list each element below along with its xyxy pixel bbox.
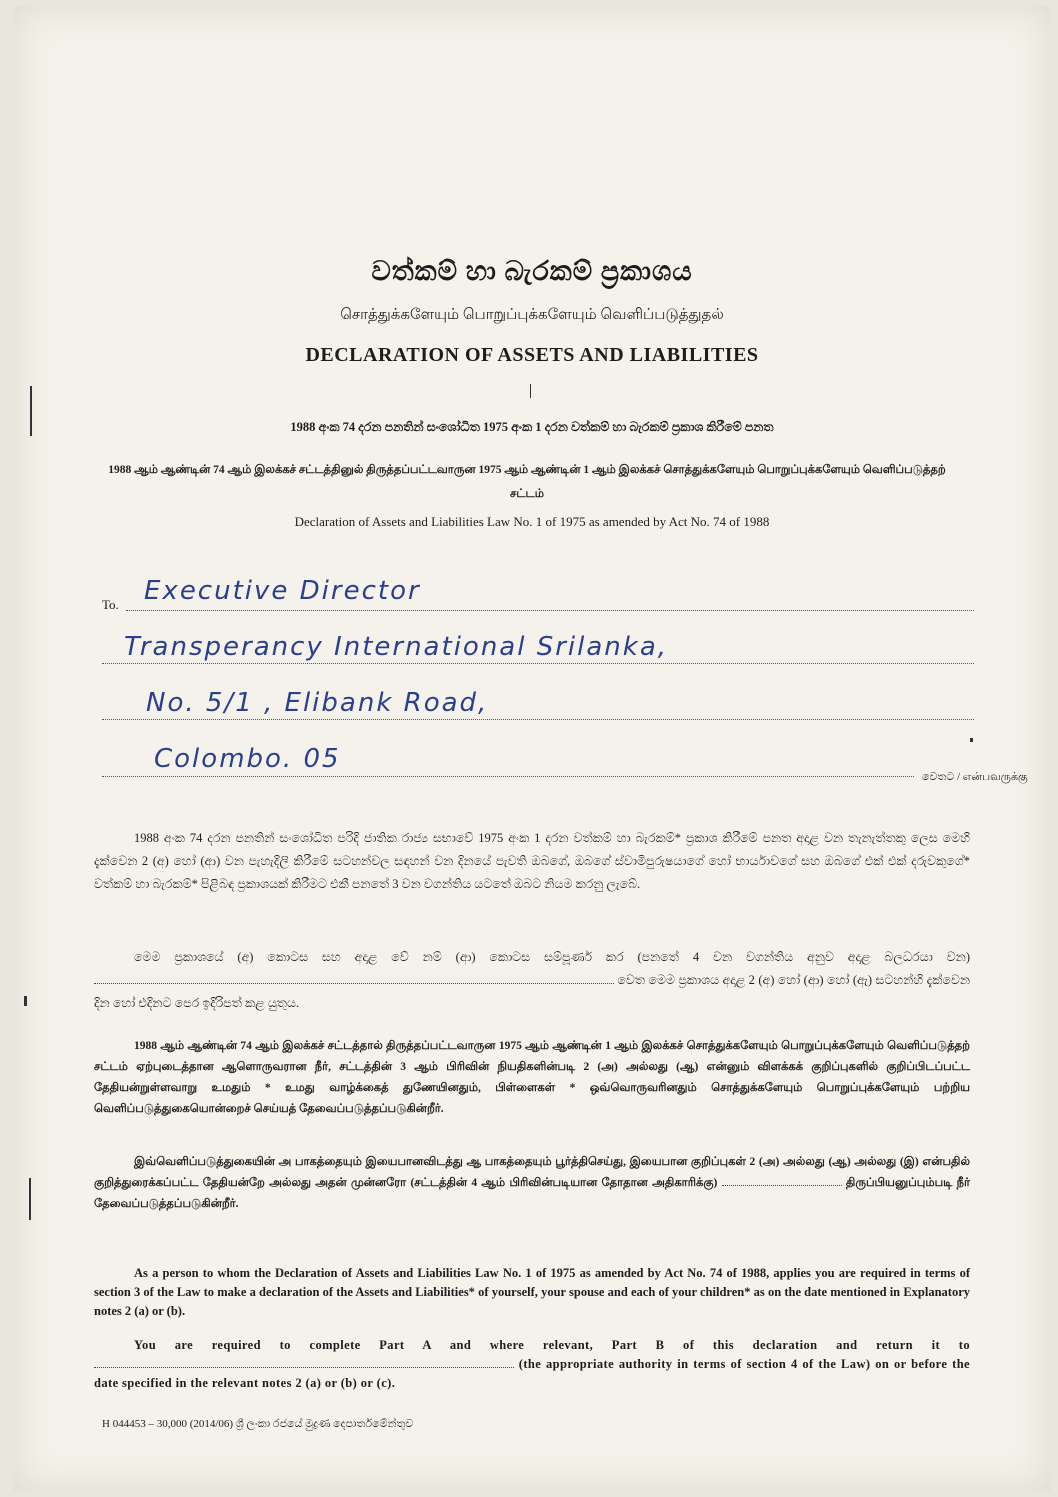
margin-mark <box>24 996 27 1006</box>
law-citation-sinhala: 1988 අංක 74 දරන පනතින් සංශෝධිත 1975 අංක 1 දරන වත්කම් හා බැරකම් ප්‍රකාශ කිරීමේ පනත <box>290 420 774 434</box>
handwritten-addressee-3: No. 5/1 , Elibank Road, <box>146 688 489 718</box>
address-line-3 <box>102 719 974 720</box>
paragraph-sinhala-2 <box>94 946 970 1015</box>
law-citation-tamil: 1988 ஆம் ஆண்டின் 74 ஆம் இலக்கச் சட்டத்தினுல் திருத்தப்பட்டவாருன 1975 ஆம் ஆண்டின் 1 ஆம் இலக்கச் சொத்துக்களேயும் பொறுப்புக்களேயும் வெளிப்படுத்தற் சட்டம் <box>108 464 946 500</box>
address-line-4 <box>102 776 914 777</box>
paragraph-english-1: As a person to whom the Declaration of Assets and Liabilities Law No. 1 of 1975 as amended by Act No. 74 of 1988, applies you are required in terms of section 3 of the Law to make a declaration of the Assets and Liabilities* of yourself, your spouse and each of your children* as on the date mentioned in Explanatory notes 2 (a) or (b). <box>94 1266 970 1318</box>
authority-blank-tamil <box>722 1175 842 1186</box>
paragraph-english-2-a: You are required to complete Part A and where relevant, Part B of this declaration and return it to <box>134 1338 970 1352</box>
addressee-suffix: වෙතට / என்பவருக்கு <box>922 771 1028 783</box>
paragraph-tamil-2 <box>94 1152 970 1215</box>
title-english: DECLARATION OF ASSETS AND LIABILITIES <box>305 344 759 366</box>
margin-mark <box>970 738 973 742</box>
print-reference: H 044453 – 30,000 (2014/06) ශ්‍රී ලංකා රජයේ මුද්‍රණ දෙපාර්තමේන්තුව <box>102 1418 414 1430</box>
margin-mark <box>29 1178 31 1220</box>
margin-mark <box>530 384 531 398</box>
document-page <box>14 6 1050 1491</box>
title-sinhala: වත්කම් හා බැරකම් ප්‍රකාශය <box>371 256 693 286</box>
handwritten-addressee-1: Executive Director <box>144 576 421 606</box>
paragraph-english-2 <box>94 1336 970 1393</box>
margin-mark <box>30 386 32 436</box>
address-line-2 <box>102 663 974 664</box>
handwritten-addressee-2: Transperancy International Srilanka, <box>124 632 669 662</box>
title-tamil: சொத்துக்களேயும் பொறுப்புக்களேயும் வெளிப்படுத்துதல் <box>340 307 724 323</box>
paragraph-sinhala-2-a: මෙම ප්‍රකාශයේ (අ) කොටස සහ අදාළ වේ නම් (ආ) කොටස සම්පූර්ණ කර (පනතේ 4 වන වගන්තිය අනුව අදාළ බලධරයා වන) <box>134 950 970 964</box>
paragraph-sinhala-2-b: වෙත මෙම ප්‍රකාශය අදාළ 2 (අ) හෝ (ආ) හෝ (ඇ) සටහන්හි දැක්වෙන දින හෝ එදිනට පෙර ඉදිරිපත් කළ යුතුය. <box>94 973 970 1010</box>
paragraph-tamil-1: 1988 ஆம் ஆண்டின் 74 ஆம் இலக்கச் சட்டத்தால் திருத்தப்பட்டவாருன 1975 ஆம் ஆண்டின் 1 ஆம் இலக்கச் சொத்துக்களேயும் பொறுப்புக்களேயும் வெளிப்படுத்தற் சட்டம் ஏற்புடைத்தான ஆளொருவரான நீர், சட்டத்தின் 3 ஆம் பிரிவின் நியதிகளின்படி 2 (அ) அல்லது (ஆ) என்னும் விளக்கக் குறிப்புகளில் குறிப்பிடப்பட்ட தேதியன்றுள்ளவாறு உமதும் * உமது வாழ்க்கைத் துணேயினதும், பிள்ளைகள் * ஒவ்வொருவரினதும் சொத்துக்களேயும் பொறுப்புக்களேயும் பற்றிய வெளிப்படுத்துகையொன்றைச் செய்யத் தேவைப்படுத்தப்படுகின்றீர். <box>94 1040 970 1115</box>
paragraph-sinhala-1: 1988 අංක 74 දරන පනතින් සංශෝධිත පරිදි ජාතික රාජ්‍ය සභාවේ 1975 අංක 1 දරන වත්කම් හා බැරකම්* ප්‍රකාශ කිරීමේ පනත අදාළ වන තැනැත්තකු ලෙස මෙහි දැක්වෙන 2 (අ) හෝ (ආ) වන පැහැදිලි කිරීමේ සටහන්වල සඳහන් වන දිනයේ පැවති ඔබගේ, ඔබගේ ස්වාමිපුරුෂයාගේ හෝ භාර්යාවගේ සහ ඔබගේ එක් එක් දරුවකුගේ* වත්කම් හා බැරකම්* පිළිබඳ ප්‍රකාශයක් කිරීමට එකී පනතේ 3 වන වගන්තිය යටතේ ඔබට නියම කරනු ලැබේ. <box>94 831 970 891</box>
law-citation-english: Declaration of Assets and Liabilities Law No. 1 of 1975 as amended by Act No. 74 of 1988 <box>294 514 770 529</box>
authority-blank-english <box>94 1357 514 1368</box>
handwritten-addressee-4: Colombo. 05 <box>154 744 341 774</box>
address-line-1 <box>126 610 974 611</box>
paragraph-tamil-2-b: திருப்பியனுப்பும்படி நீர் தேவைப்படுத்தப்படுகின்றீர். <box>94 1177 970 1210</box>
paragraph-tamil-2-a: இவ்வெளிப்படுத்துகையின் அ பாகத்தையும் இயைபானவிடத்து ஆ பாகத்தையும் பூர்த்திசெய்து, இயைபான குறிப்புகள் 2 (அ) அல்லது (ஆ) அல்லது (இ) என்பதில் குறித்துரைக்கப்பட்ட தேதியன்றே அல்லது அதன் முன்னரோ (சட்டத்தின் 4 ஆம் பிரிவின்படியான தோதான அதிகாரிக்கு) <box>94 1156 970 1189</box>
paragraph-english-2-b: (the appropriate authority in terms of section 4 of the Law) on or before the date specified in the relevant notes 2 (a) or (b) or (c). <box>94 1357 970 1390</box>
to-label: To. <box>102 597 119 612</box>
authority-blank-sinhala <box>94 973 614 984</box>
